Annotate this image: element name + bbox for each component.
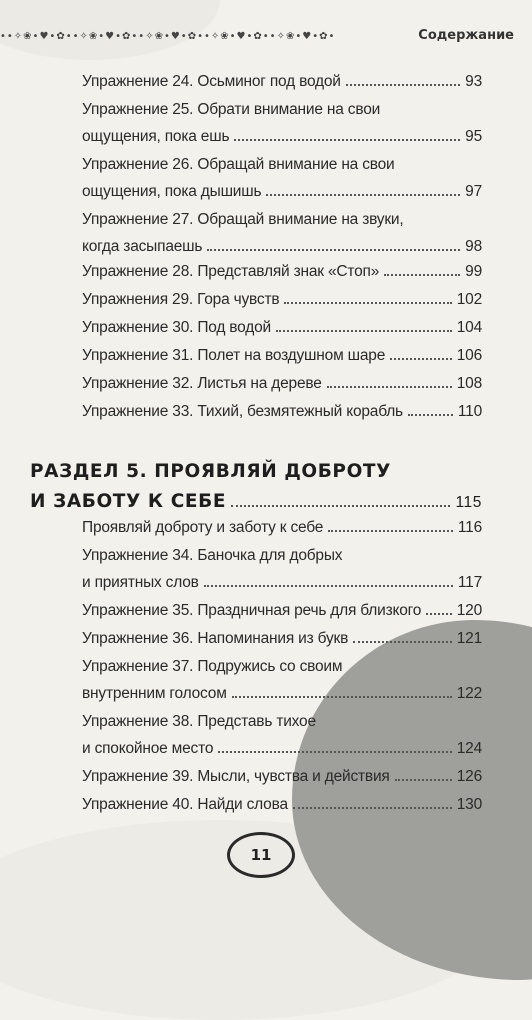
toc-entry-line [82,625,482,652]
toc-entry-line [82,258,482,285]
toc-page-number: 93 [465,73,482,90]
dot-leader [204,585,453,587]
toc-entry-line [82,233,482,260]
toc-entry-title: ощущения, пока дышишь [82,183,262,200]
toc-entry [82,151,482,205]
toc-page-number: 97 [465,183,482,200]
toc-entry-line [82,735,482,762]
toc-page-number: 124 [456,740,482,757]
toc-entry-title: Упражнение 30. Под водой [82,319,271,336]
dot-leader [346,84,460,86]
toc-page-number: 108 [456,375,482,392]
toc-entry-line [82,151,482,178]
toc-entry-title: Упражнение 33. Тихий, безмятежный корабль [82,403,403,420]
toc-entry-title: ощущения, пока ешь [82,128,230,145]
toc-entry-title: Упражнение 27. Обращай внимание на звуки, [82,211,404,228]
dot-leader [353,641,452,643]
toc-entry [82,708,482,762]
ornament-border: ••✧❀•♥•✿••✧❀•♥•✿••✧❀•♥•✿••✧❀•♥•✿••✧❀•♥•✿• [0,31,336,42]
toc-entry-line [82,68,482,95]
dot-leader [328,530,453,532]
dot-leader [327,386,452,388]
dot-leader [218,751,451,753]
toc-entry-title: Упражнение 38. Представь тихое [82,713,316,730]
toc-entry-title: И ЗАБОТУ К СЕБЕ [30,491,227,512]
toc-entry-title: Упражнение 28. Представляй знак «Стоп» [82,263,380,280]
page-number: 11 [227,832,295,878]
toc-entry-title: внутренним голосом [82,685,227,702]
toc-page-number: 110 [457,403,482,420]
toc-entry-line [82,314,482,341]
toc-entry-line [82,569,482,596]
toc-page-number: 121 [456,630,482,647]
dot-leader [390,358,452,360]
dot-leader [231,505,450,507]
toc-entry [82,68,482,95]
toc-entry [82,258,482,285]
dot-leader [408,414,453,416]
toc-page-number: 102 [456,291,482,308]
toc-page-number: 117 [457,574,482,591]
toc-page-number: 120 [456,602,482,619]
page-header [0,26,532,50]
toc-entry-title: и приятных слов [82,574,199,591]
toc-entry-title: Упражнение 31. Полет на воздушном шаре [82,347,386,364]
toc-entry-line [82,206,482,233]
toc-entry-title: Упражнение 36. Напоминания из букв [82,630,349,647]
dot-leader [266,194,460,196]
toc-entry [82,597,482,624]
toc-entry [82,286,482,313]
toc-entry [82,791,482,818]
toc-entry-title: РАЗДЕЛ 5. ПРОЯВЛЯЙ ДОБРОТУ [30,461,392,482]
toc-entry-title: когда засыпаешь [82,238,203,255]
toc-entry-line [82,398,482,425]
dot-leader [284,302,451,304]
toc-page-number: 122 [456,685,482,702]
toc-entry-title: и спокойное место [82,740,214,757]
toc-entry-title: Упражнение 34. Баночка для добрых [82,547,343,564]
toc-entry-line [82,286,482,313]
toc-page-number: 126 [456,768,482,785]
toc-page-number: 95 [465,128,482,145]
toc-entry-line [82,123,482,150]
toc-entry [82,370,482,397]
toc-entry [82,314,482,341]
toc-entry [82,542,482,596]
toc-entry-line [30,457,482,487]
toc-entry-title: Упражнение 40. Найди слова [82,796,288,813]
toc-entry-line [82,708,482,735]
dot-leader [426,613,452,615]
toc-entry-line [82,96,482,123]
toc-entry-line [82,680,482,707]
toc-entry-line [82,763,482,790]
toc-page-number: 98 [465,238,482,255]
toc-entry-title: Упражнение 39. Мысли, чувства и действия [82,768,390,785]
toc-entry-title: Упражнения 29. Гора чувств [82,291,280,308]
toc-entry-title: Упражнение 37. Подружись со своим [82,658,343,675]
toc-entry-line [82,370,482,397]
dot-leader [232,696,452,698]
toc-entry-line [82,791,482,818]
dot-leader [395,779,452,781]
toc-entry-line [82,342,482,369]
toc-entry-line [82,653,482,680]
toc-page-number: 99 [465,263,482,280]
toc-page-number: 116 [457,519,482,536]
dot-leader [207,249,460,251]
toc-entry [82,398,482,425]
toc-page-number: 115 [455,494,482,511]
toc-entry [82,763,482,790]
toc-entry [82,342,482,369]
toc-entry-title: Упражнение 35. Праздничная речь для близкого [82,602,422,619]
toc-page-number: 130 [456,796,482,813]
toc-entry-title: Упражнение 32. Листья на дереве [82,375,322,392]
toc-entry [82,96,482,150]
toc-entry-line [82,514,482,541]
toc-entry-line [82,178,482,205]
toc-entry-title: Упражнение 25. Обрати внимание на свои [82,101,381,118]
toc-entry [82,206,482,260]
dot-leader [234,139,460,141]
toc-entry-line [82,542,482,569]
running-head: Содержание [418,28,514,43]
toc-entry [82,653,482,707]
toc-entry-title: Упражнение 26. Обращай внимание на свои [82,156,395,173]
dot-leader [293,807,452,809]
toc-page-number: 104 [456,319,482,336]
toc-entry-title: Проявляй доброту и заботу к себе [82,519,324,536]
dot-leader [384,274,460,276]
toc-entry [82,514,482,541]
dot-leader [276,330,452,332]
toc-page-number: 106 [456,347,482,364]
section-heading [30,457,482,518]
toc-entry [82,625,482,652]
toc-entry-title: Упражнение 24. Осьминог под водой [82,73,341,90]
toc-entry-line [82,597,482,624]
